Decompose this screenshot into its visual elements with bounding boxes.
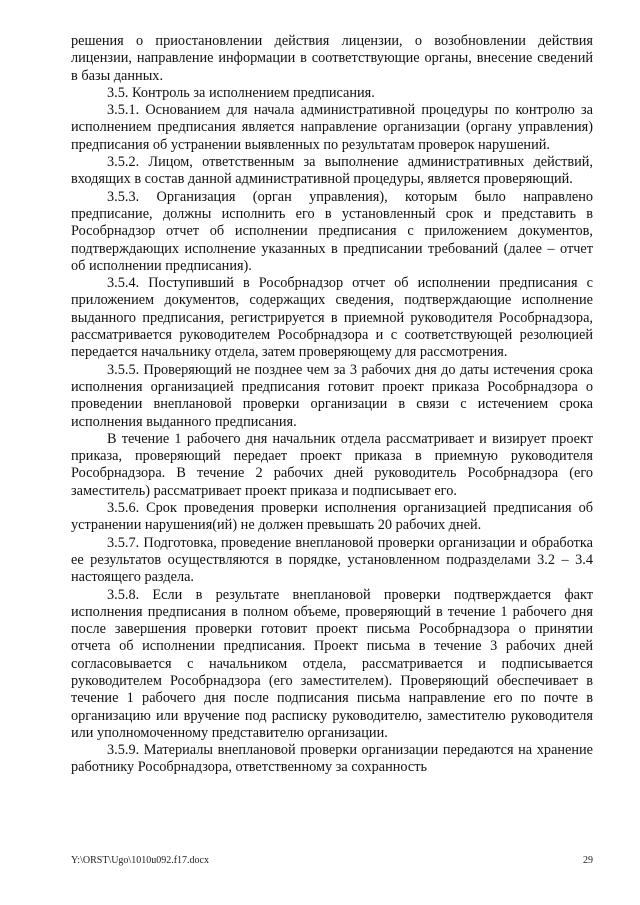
paragraph-3-5-6: 3.5.6. Срок проведения проверки исполнения организацией предписания об устранении нарушения(ий) не должен превышать 20 рабочих дней. bbox=[71, 500, 593, 534]
page-number: 29 bbox=[583, 855, 593, 866]
paragraph-3-5-7: 3.5.7. Подготовка, проведение внеплановой проверки организации и обработка ее результатов осуществляются в порядке, установленном подразделами 3.2 – 3.4 настоящего раздела. bbox=[71, 534, 593, 586]
paragraph-3-5-1: 3.5.1. Основанием для начала административной процедуры по контролю за исполнением предписания является направление организации (органу управления) предписания об устранении выявленных по результатам проверок нарушений. bbox=[71, 102, 593, 153]
paragraph-3-5-3: 3.5.3. Организация (орган управления), которым было направлено предписание, должны исполнить его в установленный срок и представить в Рособрнадзор отчет об исполнении предписания с приложением документов, подтверждающих исполнение указанных в предписании требований (далее – отчет об исполнении предписания). bbox=[71, 188, 593, 274]
paragraph-continuation: решения о приостановлении действия лицензии, о возобновлении действия лицензии, направление информации в соответствующие органы, внесение сведений в базы данных. bbox=[71, 33, 593, 84]
paragraph-3-5-2: 3.5.2. Лицом, ответственным за выполнение административных действий, входящих в состав данной административной процедуры, является проверяющий. bbox=[71, 154, 593, 188]
paragraph-3-5-9: 3.5.9. Материалы внеплановой проверки организации передаются на хранение работнику Рособрнадзора, ответственному за сохранность bbox=[71, 742, 593, 776]
paragraph-3-5-5-cont: В течение 1 рабочего дня начальник отдела рассматривает и визирует проект приказа, проверяющий передает проект приказа в приемную руководителя Рособрнадзора. В течение 2 рабочих дней руководитель Рособрнадзора (его заместитель) рассматривает проект приказа и подписывает его. bbox=[71, 430, 593, 499]
footer-file-path: Y:\ORST\Ugo\1010u092.f17.docx bbox=[71, 855, 209, 866]
document-page bbox=[71, 33, 593, 777]
paragraph-3-5-5: 3.5.5. Проверяющий не позднее чем за 3 рабочих дня до даты истечения срока исполнения организацией предписания готовит проект приказа Рособрнадзора о проведении внеплановой проверки организации в связи с истечением срока исполнения выданного предписания. bbox=[71, 361, 593, 430]
paragraph-3-5-8: 3.5.8. Если в результате внеплановой проверки подтверждается факт исполнения предписания в полном объеме, проверяющий в течение 1 рабочего дня после завершения проверки готовит проект письма Рособрнадзора о принятии отчета об исполнении предписания. Проект письма в течение 3 рабочих дней согласовывается с начальником отдела, рассматривается и подписывается руководителем Рособрнадзора (его заместителем). Проверяющий обеспечивает в течение 1 рабочего дня после подписания письма направление его по почте в организацию или вручение под расписку руководителю, заместителю руководителя или уполномоченному представителю организации. bbox=[71, 586, 593, 741]
section-heading-3-5: 3.5. Контроль за исполнением предписания. bbox=[107, 84, 375, 101]
paragraph-3-5-4: 3.5.4. Поступивший в Рособрнадзор отчет об исполнении предписания с приложением документов, содержащих сведения, подтверждающие исполнение выданного предписания, регистрируется в приемной руководителя Рособрнадзора, рассматривается руководителем Рособрнадзора и с соответствующей резолюцией передается начальнику отдела, затем проверяющему для рассмотрения. bbox=[71, 275, 593, 361]
